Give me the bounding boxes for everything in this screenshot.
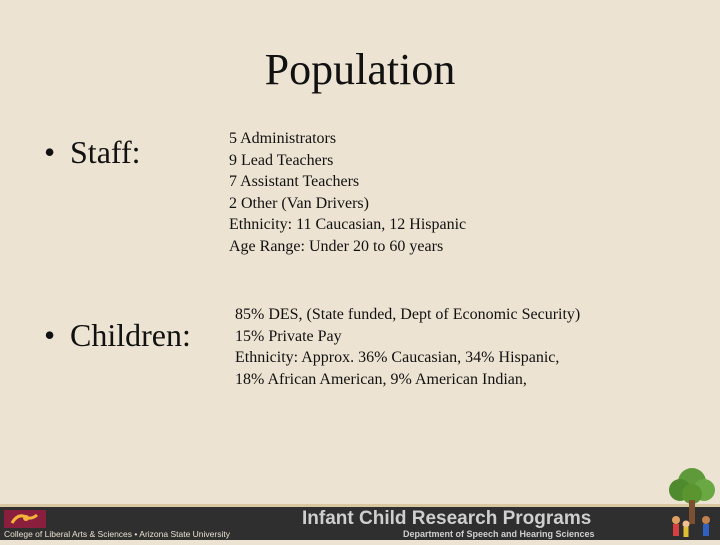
staff-bullet [44, 134, 141, 170]
children-line: 85% DES, (State funded, Dept of Economic Security) [235, 306, 581, 323]
staff-line: 9 Lead Teachers [229, 151, 334, 169]
staff-line: Ethnicity: 11 Caucasian, 12 Hispanic [229, 216, 467, 234]
department-name: Department of Speech and Hearing Sciences [403, 529, 595, 539]
staff-line: 2 Other (Van Drivers) [229, 194, 369, 212]
staff-label: Staff: [70, 134, 141, 170]
staff-line: 5 Administrators [229, 130, 337, 147]
footer-stripe [0, 504, 720, 507]
children-line: 18% African American, 9% American Indian, [235, 370, 527, 388]
slide-title: Population [264, 45, 456, 94]
staff-details [229, 128, 466, 258]
children-label: Children: [70, 317, 191, 353]
college-name: College of Liberal Arts & Sciences • Arizona State University [4, 529, 230, 539]
tree-children-icon [664, 464, 720, 540]
asu-logo [4, 510, 46, 528]
children-line: 15% Private Pay [235, 327, 342, 345]
children-details [235, 304, 580, 390]
staff-line: 7 Assistant Teachers [229, 173, 360, 191]
footer-bar [0, 504, 720, 540]
staff-line: Age Range: Under 20 to 60 years [229, 237, 444, 255]
children-bullet [44, 317, 191, 353]
program-name: Infant Child Research Programs [302, 508, 592, 529]
bullet-dot: • [44, 134, 56, 170]
bullet-dot: • [44, 317, 56, 353]
children-line: Ethnicity: Approx. 36% Caucasian, 34% Hispanic, [235, 349, 560, 367]
